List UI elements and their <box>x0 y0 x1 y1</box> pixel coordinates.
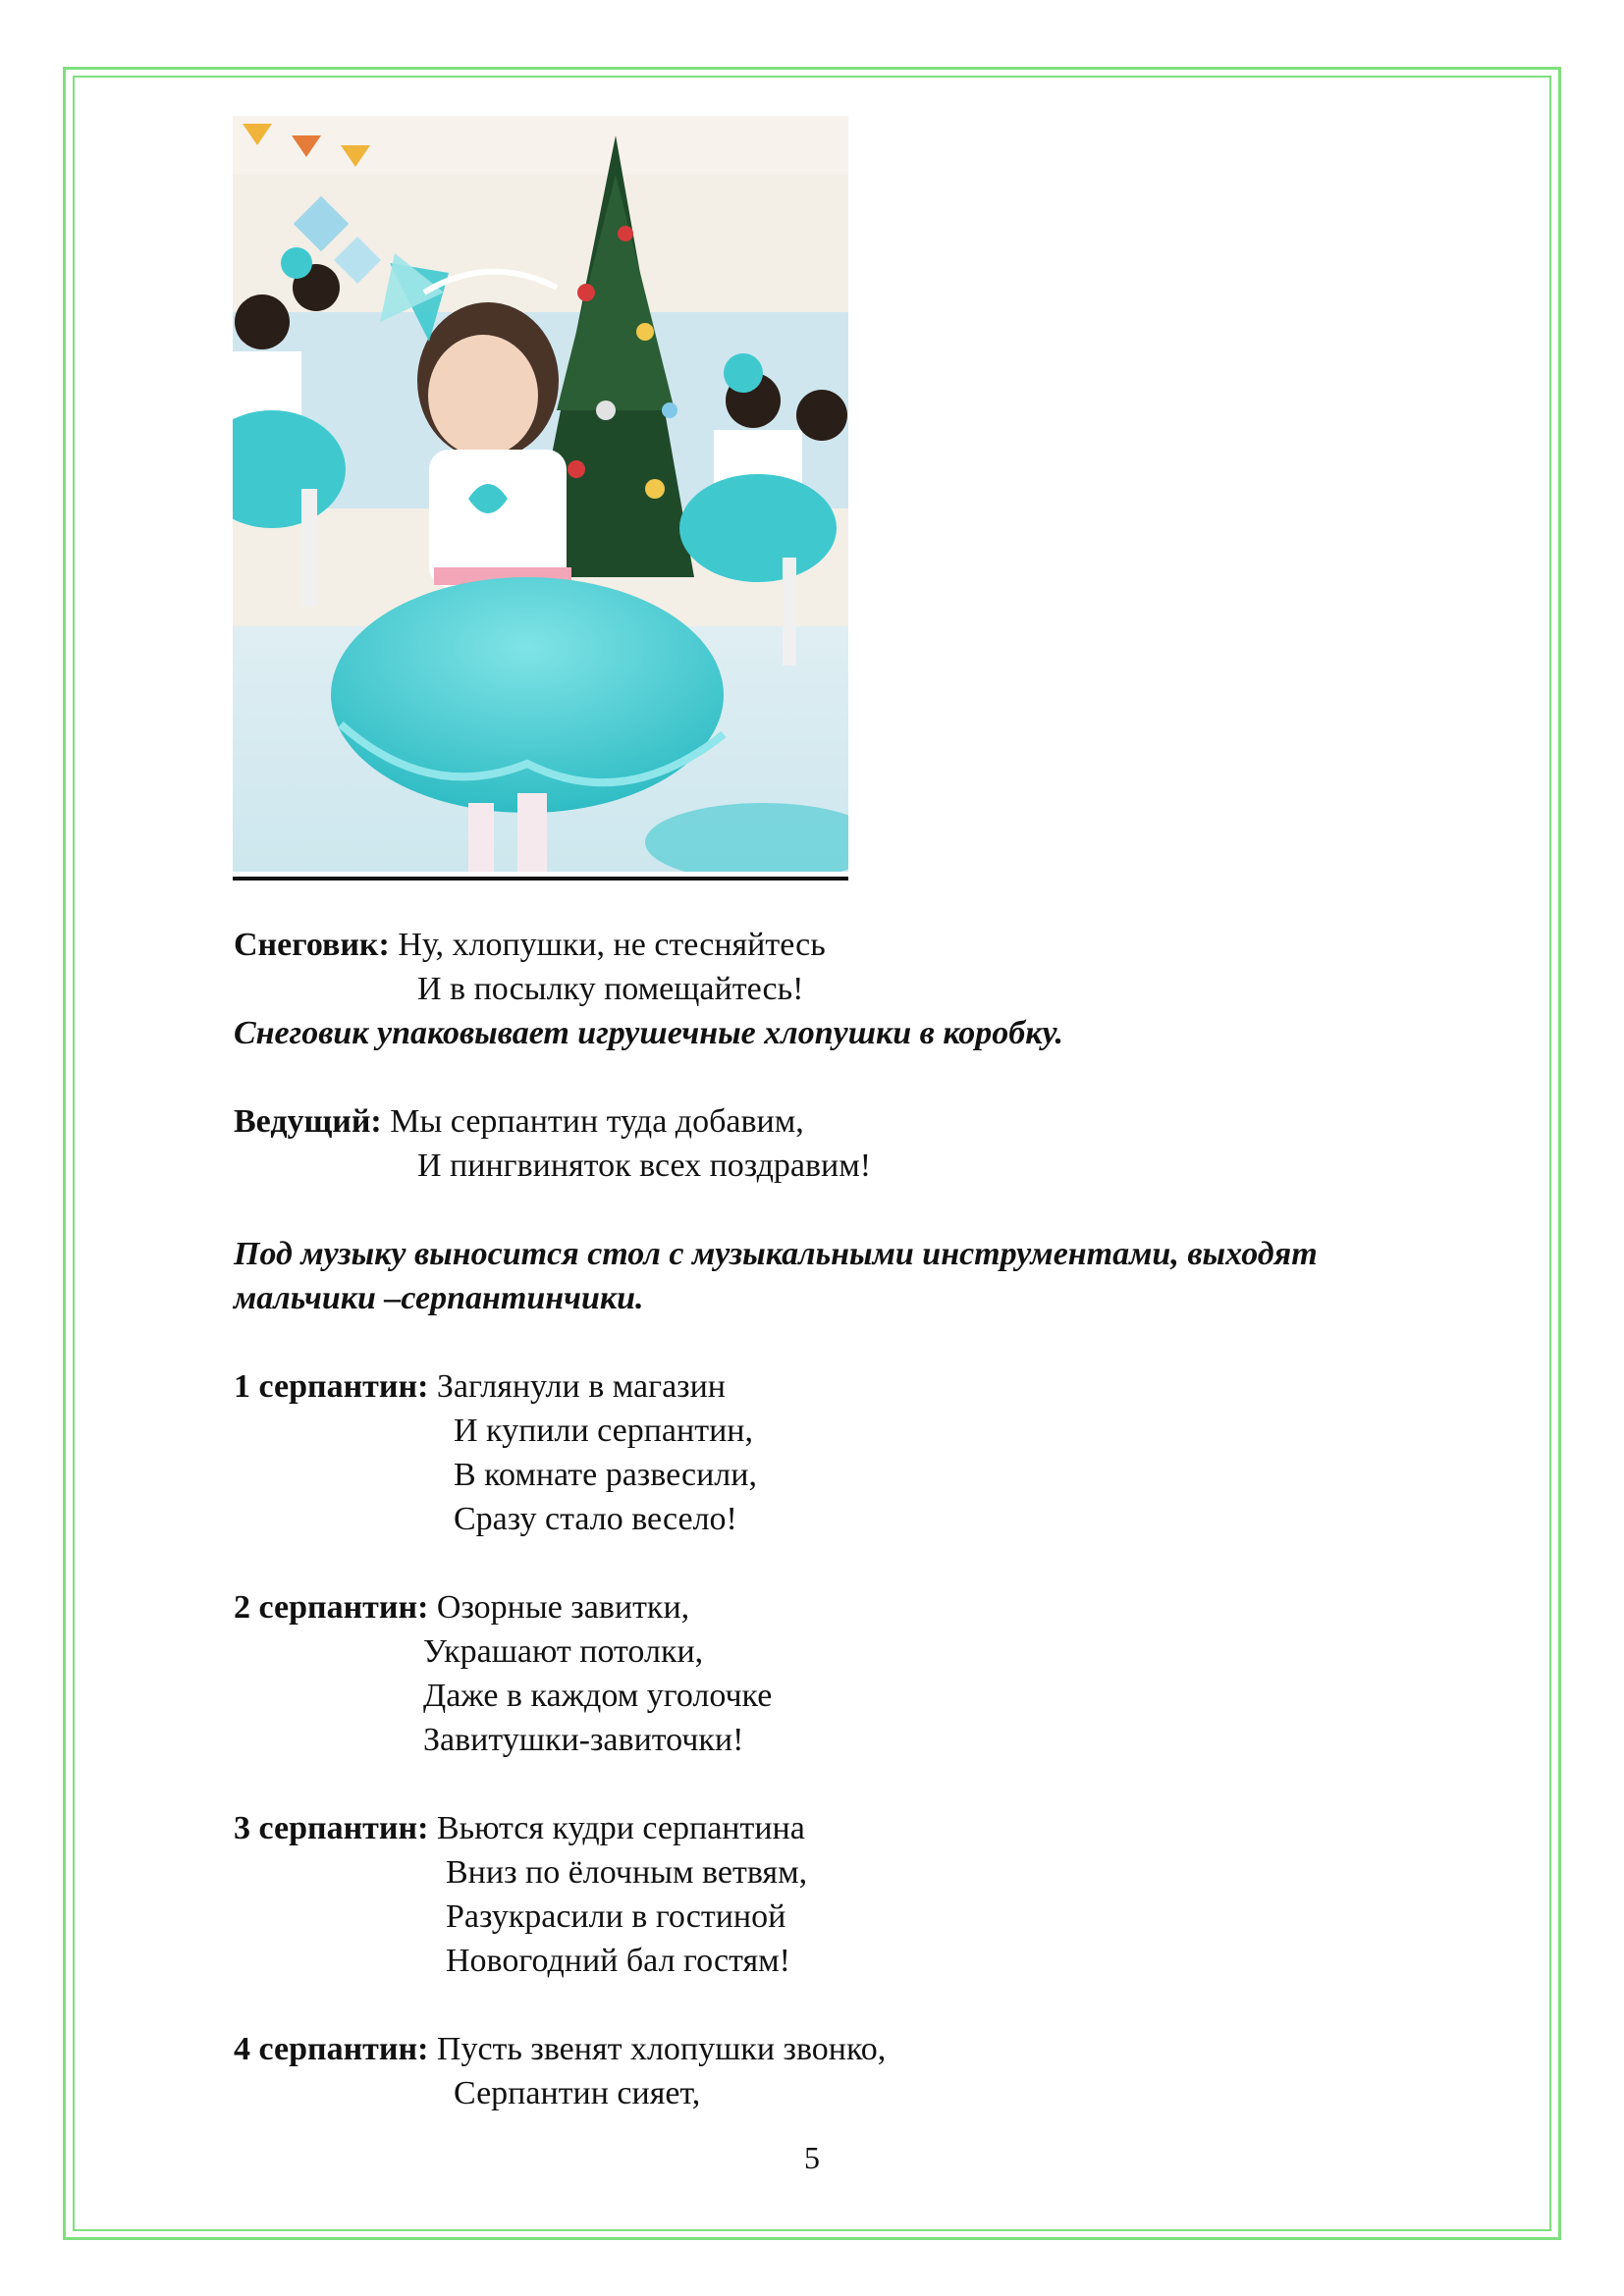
dialogue-text: Заглянули в магазин <box>428 1368 726 1405</box>
serpentine-1-line-1 <box>234 1364 1510 1409</box>
host-line-1 <box>234 1099 1510 1144</box>
photo-children-dancing <box>233 116 848 872</box>
snowman-line-2: И в посылку помещайтесь! <box>417 971 804 1007</box>
dialogue-text: Пусть звенят хлопушки звонко, <box>428 2031 887 2067</box>
dialogue-text: Мы серпантин туда добавим, <box>381 1103 804 1140</box>
dialogue-text: Ну, хлопушки, не стесняйтесь <box>389 927 826 963</box>
speaker-label: Снеговик: <box>234 927 390 963</box>
serpentine-3-line-3: Разукрасили в гостиной <box>446 1898 786 1935</box>
speaker-label: 1 серпантин: <box>234 1368 429 1405</box>
serpentine-4-line-1 <box>234 2027 1510 2071</box>
speaker-label: Ведущий: <box>234 1103 382 1140</box>
serpentine-2-line-1 <box>234 1585 1510 1629</box>
serpentine-1-line-3: В комнате развесили, <box>454 1457 757 1493</box>
serpentine-2-line-4: Завитушки-завиточки! <box>423 1722 744 1758</box>
script-text <box>234 923 1510 2115</box>
serpentine-1-line-4: Сразу стало весело! <box>454 1501 737 1537</box>
serpentine-3-line-4: Новогодний бал гостям! <box>446 1943 790 1979</box>
serpentine-2-line-3: Даже в каждом уголочке <box>423 1678 773 1714</box>
serpentine-3-line-1 <box>234 1806 1510 1850</box>
dialogue-text: Озорные завитки, <box>428 1589 690 1626</box>
serpentine-3-line-2: Вниз по ёлочным ветвям, <box>446 1854 808 1891</box>
photo-underline <box>233 877 848 881</box>
serpentine-1-line-2: И купили серпантин, <box>454 1413 753 1449</box>
speaker-label: 2 серпантин: <box>234 1589 429 1626</box>
speaker-label: 4 серпантин: <box>234 2031 429 2067</box>
dialogue-text: Вьются кудри серпантина <box>428 1810 805 1846</box>
serpentine-4-line-2: Серпантин сияет, <box>454 2075 701 2111</box>
stage-direction: мальчики –серпантинчики. <box>234 1280 644 1316</box>
serpentine-2-line-2: Украшают потолки, <box>423 1633 704 1670</box>
snowman-line-1 <box>234 923 1510 967</box>
speaker-label: 3 серпантин: <box>234 1810 429 1846</box>
photo-illustration <box>233 116 848 872</box>
stage-direction: Снеговик упаковывает игрушечные хлопушки в коробку. <box>234 1015 1063 1051</box>
stage-direction: Под музыку выносится стол с музыкальными инструментами, выходят <box>234 1236 1318 1272</box>
page-number: 5 <box>804 2140 820 2175</box>
host-line-2: И пингвиняток всех поздравим! <box>417 1148 872 1184</box>
